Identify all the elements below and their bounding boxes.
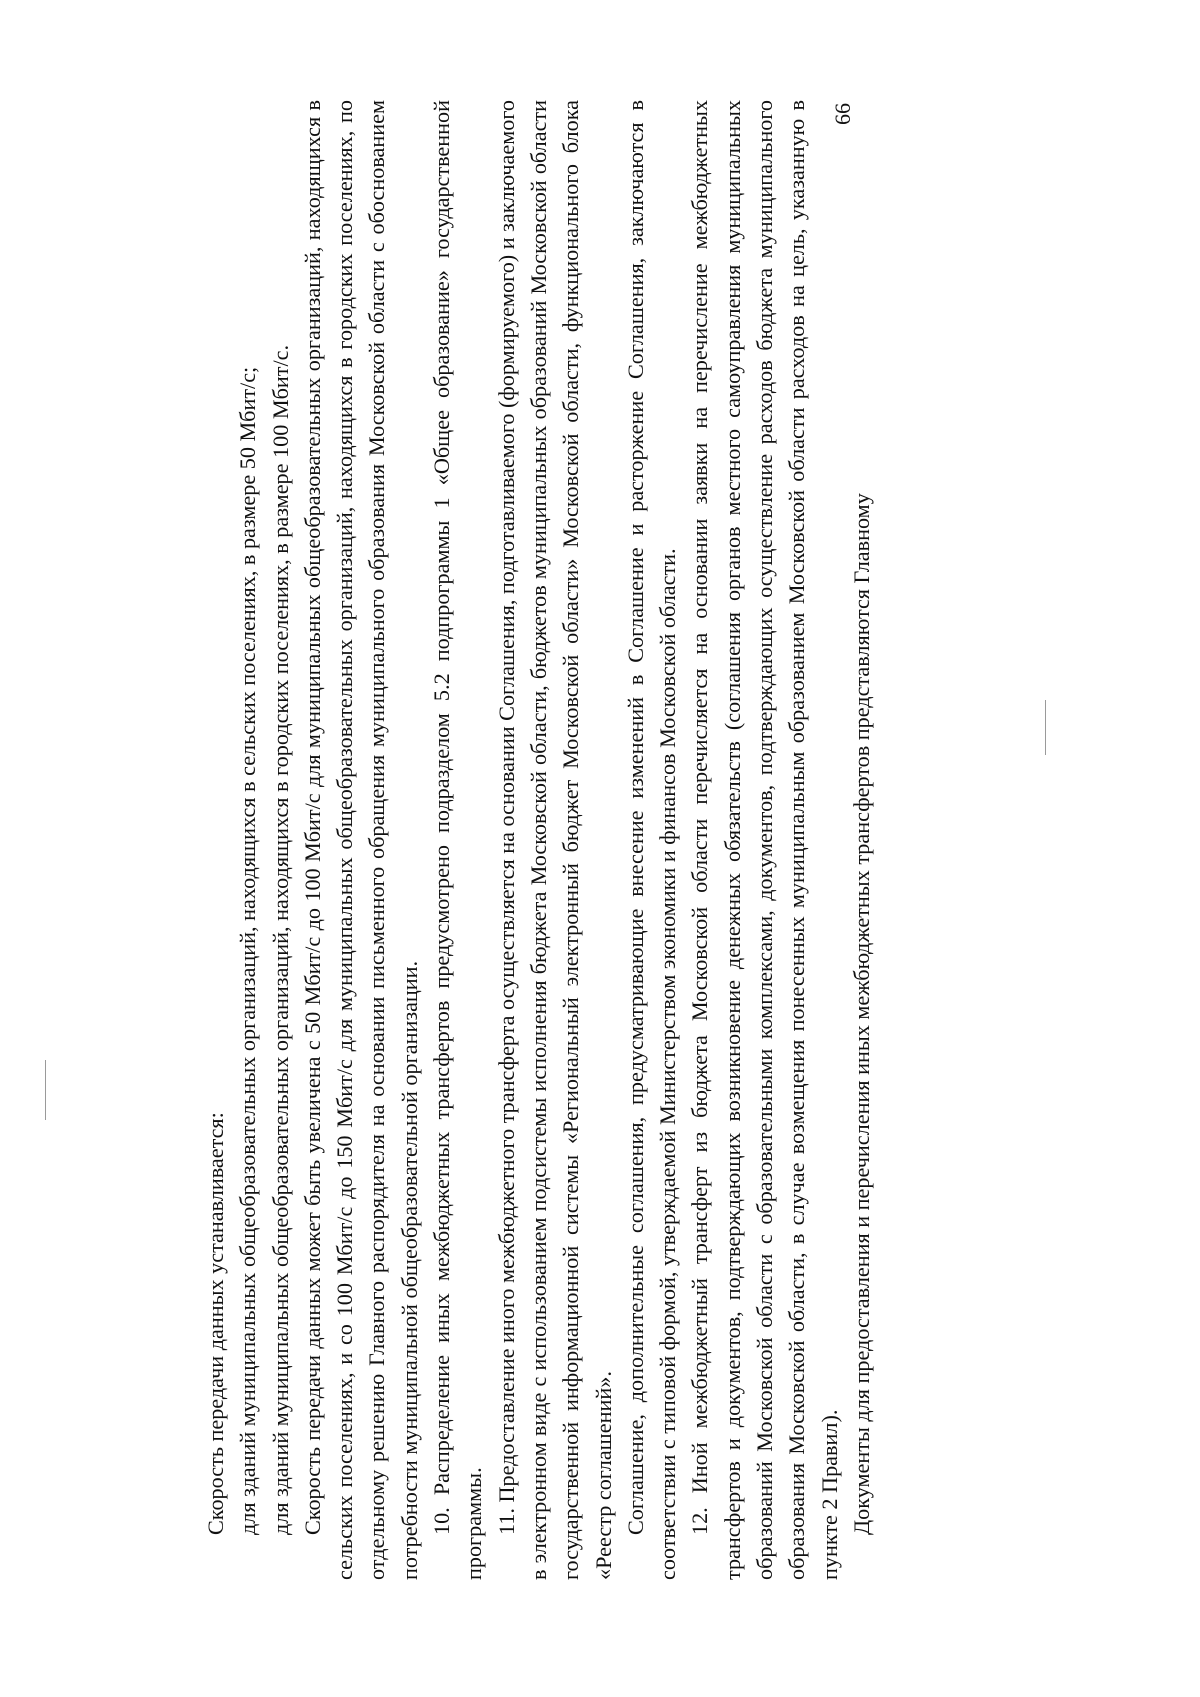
scan-artifact-line xyxy=(1045,700,1046,755)
paragraph-urban-speed: для зданий муниципальных общеобразовательных организаций, находящихся в городских поселениях, в размере 100 Мбит/с. xyxy=(267,344,293,1535)
paragraph-item-11: 11. Предоставление иного межбюджетного трансферта осуществляется на основании Соглашения, подготавливаемого (формируемого) и заключаемого в электронном виде с использованием подсистемы исполнения бюджета Московской области, бюджетов муниципальных образований Московской области государственной информационной системы «Региональный электронный бюджет Московской области» Московской области, функционального блока «Реестр соглашений». xyxy=(493,100,616,1580)
paragraph-speed-intro: Скорость передачи данных устанавливается: xyxy=(203,1112,228,1535)
paragraph-item-12: 12. Иной межбюджетный трансферт из бюджета Московской области перечисляется на основании заявки на перечисление межбюджетных трансфертов и документов, подтверждающих возникновение денежных обязательств (соглашения органов местного самоуправления муниципальных образований Московской области с образовательными комплексами, документов, подтверждающих осуществление расходов бюджета муниципального образования Московской области, в случае возмещения понесенных муниципальным образованием Московской области расходов на цель, указанную в пункте 2 Правил). xyxy=(687,100,842,1580)
document-body xyxy=(200,100,878,1580)
page-number: 66 xyxy=(830,103,855,125)
paragraph-agreement: Соглашение, дополнительные соглашения, предусматривающие внесение изменений в Соглашение и расторжение Соглашения, заключаются в соответствии с типовой формой, утверждаемой Министерством экономики и финансов Московской области. xyxy=(622,100,681,1580)
paragraph-rural-speed: для зданий муниципальных общеобразовательных организаций, находящихся в сельских поселениях, в размере 50 Мбит/с; xyxy=(235,366,261,1535)
paragraph-speed-increase: Скорость передачи данных может быть увеличена с 50 Мбит/с до 100 Мбит/с для муниципальных общеобразовательных организаций, находящихся в сельских поселениях, и со 100 Мбит/с до 150 Мбит/с для муниципальных общеобразовательных организаций, находящихся в городских поселениях, по отдельному решению Главного распорядителя на основании письменного обращения муниципального образования Московской области с обоснованием потребности муниципальной общеобразовательной организации. xyxy=(299,100,422,1580)
paragraph-documents: Документы для предоставления и перечисления иных межбюджетных трансфертов представляются Главному xyxy=(848,493,874,1535)
paragraph-item-10: 10. Распределение иных межбюджетных трансфертов предусмотрено подразделом 5.2 подпрограммы 1 «Общее образование» государственной программы. xyxy=(429,100,487,1580)
scan-artifact-line xyxy=(45,1060,46,1120)
